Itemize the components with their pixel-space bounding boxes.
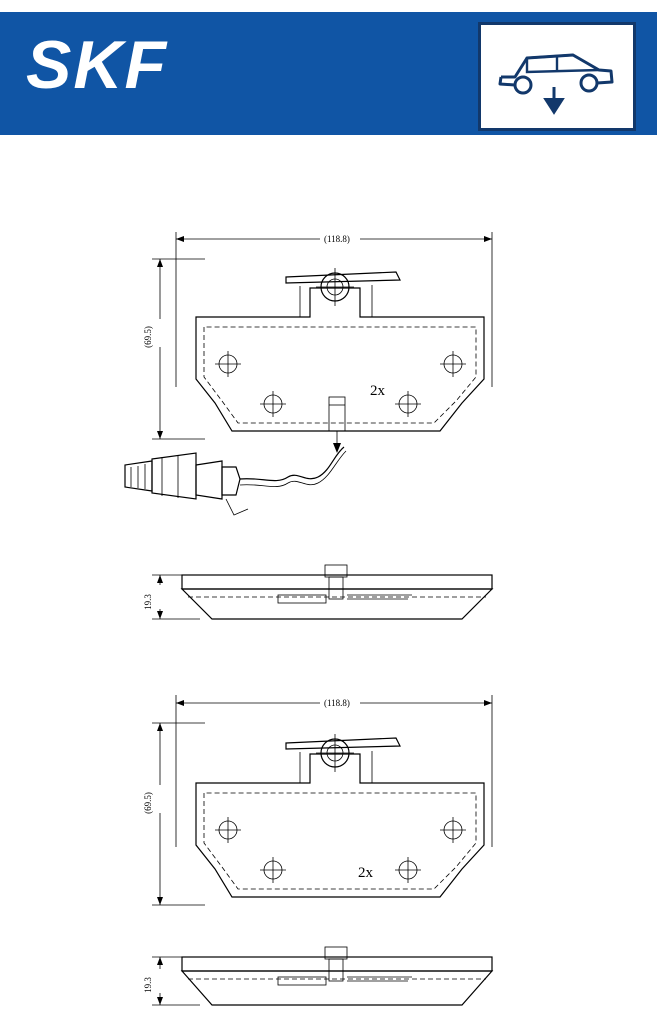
dim-width-upper: (118.8) [324, 234, 350, 244]
wear-sensor-assembly [125, 447, 346, 515]
view-upper-pad-side [152, 565, 492, 619]
technical-drawing [0, 147, 657, 1024]
view-upper-pad-front [152, 232, 492, 453]
quantity-label-upper: 2x [370, 383, 385, 399]
rivet-marks [215, 351, 466, 417]
vehicle-icon-box [478, 22, 636, 131]
skf-logo: SKF [26, 27, 168, 103]
dim-width-lower: (118.8) [324, 698, 350, 708]
car-on-lift-icon [481, 25, 633, 122]
dim-thickness-lower: 19.3 [143, 977, 153, 993]
view-lower-pad-side [152, 947, 492, 1005]
dim-height-lower: (69.5) [143, 792, 153, 814]
page-header [0, 0, 657, 147]
view-lower-pad-front [152, 695, 492, 905]
dim-thickness-upper: 19.3 [143, 594, 153, 610]
rivet-marks [215, 817, 466, 883]
quantity-label-lower: 2x [358, 865, 373, 881]
dim-height-upper: (69.5) [143, 326, 153, 348]
